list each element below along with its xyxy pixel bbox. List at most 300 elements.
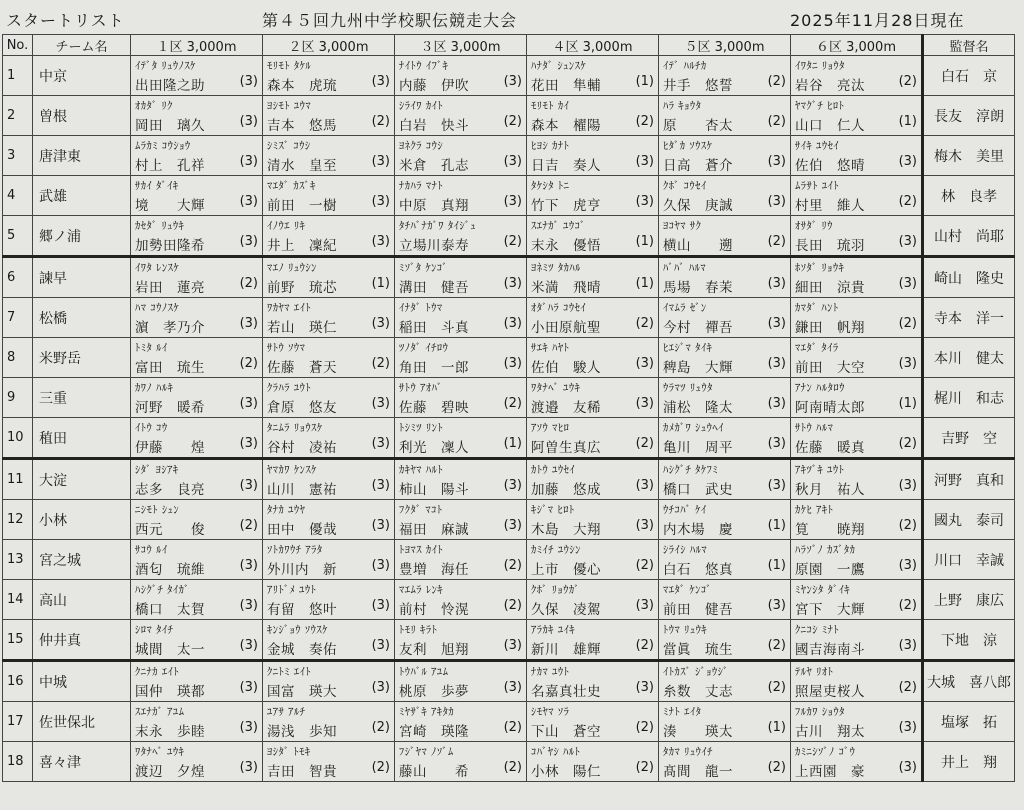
team-name: 大淀: [33, 459, 131, 500]
runner-kana: ﾄﾐﾀ ﾙｲ: [135, 342, 168, 354]
runner-kana: ﾀﾁﾊﾞﾅｶﾞﾜ ﾀｲｼﾞｭ: [399, 220, 477, 232]
runner-kana: ﾐﾔﾝｼﾀ ﾀﾞｲｷ: [795, 584, 851, 596]
runner-name: 富田 琉生: [135, 360, 205, 376]
col-header-leg-3: ３区 3,000m: [395, 35, 527, 56]
runner-grade: (1): [767, 558, 786, 573]
runner-cell: [263, 459, 395, 500]
runner-kana: ｻﾄｳ ｱｵﾊﾞ: [399, 382, 443, 394]
runner-name: 渡邉 友稀: [531, 400, 601, 416]
runner-cell: [263, 378, 395, 418]
runner-name: 村上 孔祥: [135, 158, 205, 174]
runner-kana: ﾑﾗｻﾄ ﾕｲﾄ: [795, 180, 840, 192]
runner-name: 山川 憲祐: [267, 482, 337, 498]
runner-kana: ﾕｱｻ ｱﾙﾁ: [267, 706, 306, 718]
runner-grade: (2): [767, 760, 786, 775]
runner-name: 亀川 周平: [663, 440, 733, 456]
runner-name: 當眞 琉生: [663, 642, 733, 658]
coach-name: 寺本 洋一: [923, 298, 1015, 338]
runner-grade: (1): [503, 436, 522, 451]
runner-grade: (2): [898, 598, 917, 613]
runner-grade: (1): [635, 74, 654, 89]
runner-grade: (3): [898, 760, 917, 775]
runner-kana: ﾖｼﾀﾞ ﾄﾓｷ: [267, 746, 311, 758]
runner-kana: ｻｺｳ ﾙｲ: [135, 544, 168, 556]
runner-cell: [659, 56, 791, 96]
runner-kana: ﾀﾅｶ ﾕｳﾔ: [267, 504, 306, 516]
runner-grade: (3): [635, 154, 654, 169]
runner-kana: ﾏｴﾉ ﾘｭｳｼﾝ: [267, 262, 317, 274]
runner-kana: ｼﾓﾔﾏ ｿﾗ: [531, 706, 570, 718]
runner-kana: ﾋｴｼﾞﾏ ﾀｲｷ: [663, 342, 713, 354]
runner-cell: [659, 298, 791, 338]
runner-grade: (1): [767, 720, 786, 735]
runner-name: 小林 陽仁: [531, 764, 601, 780]
runner-kana: ｼﾛﾏ ﾀｲﾁ: [135, 624, 174, 636]
runner-name: 佐伯 悠晴: [795, 158, 865, 174]
runner-name: 溝田 健吾: [399, 280, 469, 296]
runner-kana: ｶﾒｶﾞﾜ ｼｭｳﾍｲ: [663, 422, 724, 434]
runner-grade: (3): [239, 316, 258, 331]
runner-cell: [131, 378, 263, 418]
table-row: [3, 661, 1015, 702]
runner-cell: [131, 500, 263, 540]
runner-cell: [527, 580, 659, 620]
col-header-coach: 監督名: [923, 35, 1015, 56]
runner-name: 竹下 虎亨: [531, 198, 601, 214]
table-row: [3, 338, 1015, 378]
runner-kana: ﾏｴﾀﾞ ｹﾝｺﾞ: [663, 584, 712, 596]
runner-name: 志多 良亮: [135, 482, 205, 498]
runner-cell: [791, 661, 923, 702]
runner-cell: [659, 742, 791, 782]
runner-cell: [131, 298, 263, 338]
coach-name: 白石 京: [923, 56, 1015, 96]
runner-grade: (3): [503, 638, 522, 653]
team-name: 唐津東: [33, 136, 131, 176]
runner-grade: (3): [371, 154, 390, 169]
runner-cell: [263, 661, 395, 702]
runner-cell: [131, 216, 263, 257]
runner-name: 國吉海南斗: [795, 642, 865, 658]
runner-grade: (3): [503, 154, 522, 169]
runner-name: 浦松 隆太: [663, 400, 733, 416]
runner-kana: ﾊﾗｿﾞﾉ ｶｽﾞﾀｶ: [795, 544, 856, 556]
runner-name: 上西園 豪: [795, 764, 865, 780]
runner-cell: [395, 378, 527, 418]
coach-name: 梅木 美里: [923, 136, 1015, 176]
runner-kana: ｵﾀﾞﾊﾗ ｺｳｾｲ: [531, 302, 587, 314]
table-row: [3, 459, 1015, 500]
runner-cell: [263, 96, 395, 136]
runner-name: 髙間 龍一: [663, 764, 733, 780]
runner-kana: ｱﾘﾄﾞﾒ ﾕｳﾄ: [267, 584, 317, 596]
team-name: 米野岳: [33, 338, 131, 378]
team-name: 松橋: [33, 298, 131, 338]
runner-grade: (3): [635, 680, 654, 695]
runner-kana: ｶﾜﾉ ﾊﾙｷ: [135, 382, 174, 394]
runner-kana: ｺﾊﾞﾔｼ ﾊﾙﾄ: [531, 746, 581, 758]
runner-kana: ﾌﾙｶﾜ ｼｮｳﾀ: [795, 706, 845, 718]
runner-name: 濵 孝乃介: [135, 320, 205, 336]
runner-name: 末永 歩睦: [135, 724, 205, 740]
runner-cell: [791, 298, 923, 338]
runner-cell: [263, 620, 395, 661]
runner-name: 森本 虎琉: [267, 78, 337, 94]
runner-kana: ｲﾃﾞ ﾊﾙﾁｶ: [663, 60, 707, 72]
runner-kana: ｳﾗﾏﾂ ﾘｭｳﾀ: [663, 382, 713, 394]
coach-name: 塩塚 拓: [923, 702, 1015, 742]
runner-grade: (3): [767, 356, 786, 371]
runner-cell: [131, 540, 263, 580]
runner-grade: (1): [898, 114, 917, 129]
runner-grade: (3): [239, 760, 258, 775]
runner-kana: ﾌｸﾀﾞ ﾏｺﾄ: [399, 504, 443, 516]
runner-cell: [659, 418, 791, 459]
row-number: 18: [3, 742, 33, 782]
runner-grade: (3): [898, 154, 917, 169]
runner-kana: ﾜｶﾔﾏ ｴｲﾄ: [267, 302, 312, 314]
runner-name: 森本 櫂陽: [531, 118, 601, 134]
runner-grade: (3): [503, 74, 522, 89]
runner-kana: ｲﾜﾀ ﾚﾝｽｹ: [135, 262, 180, 274]
runner-cell: [527, 338, 659, 378]
runner-grade: (2): [898, 194, 917, 209]
team-name: 小林: [33, 500, 131, 540]
runner-cell: [791, 418, 923, 459]
runner-kana: ﾑﾗｶﾐ ｺｳｼｮｳ: [135, 140, 191, 152]
runner-cell: [527, 742, 659, 782]
coach-name: 梶川 和志: [923, 378, 1015, 418]
runner-grade: (3): [239, 720, 258, 735]
runner-kana: ｸﾗﾊﾗ ﾕｳﾄ: [267, 382, 312, 394]
runner-grade: (3): [371, 436, 390, 451]
runner-cell: [395, 257, 527, 298]
runner-cell: [395, 216, 527, 257]
runner-cell: [791, 56, 923, 96]
runner-grade: (3): [503, 194, 522, 209]
row-number: 2: [3, 96, 33, 136]
runner-name: 加勢田隆希: [135, 238, 205, 254]
runner-cell: [131, 257, 263, 298]
runner-kana: ｻﾄｳ ﾊﾙﾏ: [795, 422, 834, 434]
runner-kana: ｱｿｳ ﾏﾋﾛ: [531, 422, 570, 434]
runner-cell: [527, 257, 659, 298]
runner-cell: [659, 702, 791, 742]
runner-cell: [527, 620, 659, 661]
row-number: 9: [3, 378, 33, 418]
runner-cell: [527, 459, 659, 500]
runner-grade: (2): [503, 760, 522, 775]
runner-grade: (3): [371, 478, 390, 493]
table-row: [3, 378, 1015, 418]
runner-grade: (3): [371, 518, 390, 533]
runner-cell: [395, 56, 527, 96]
runner-kana: ﾊﾅﾀﾞ ｼｭﾝｽｹ: [531, 60, 587, 72]
runner-grade: (3): [635, 518, 654, 533]
runner-grade: (2): [371, 760, 390, 775]
runner-kana: ﾓﾘﾓﾄ ﾀｹﾙ: [267, 60, 312, 72]
table-row: [3, 56, 1015, 96]
runner-grade: (3): [239, 74, 258, 89]
runner-name: 岩田 蓮亮: [135, 280, 205, 296]
table-row: [3, 702, 1015, 742]
runner-grade: (3): [767, 396, 786, 411]
runner-name: 吉田 智貴: [267, 764, 337, 780]
runner-kana: ｼﾀﾞ ﾖｼｱｷ: [135, 464, 179, 476]
runner-cell: [131, 742, 263, 782]
runner-name: 前田 一樹: [267, 198, 337, 214]
runner-name: 横山 遡: [663, 238, 733, 254]
runner-grade: (2): [898, 436, 917, 451]
coach-name: 崎山 隆史: [923, 257, 1015, 298]
runner-kana: ｲﾉｳｴ ﾘｷ: [267, 220, 306, 232]
table-row: [3, 540, 1015, 580]
runner-grade: (3): [371, 396, 390, 411]
runner-cell: [263, 136, 395, 176]
runner-grade: (3): [635, 478, 654, 493]
runner-grade: (3): [371, 74, 390, 89]
runner-cell: [791, 96, 923, 136]
runner-name: 照屋吏桜人: [795, 684, 865, 700]
runner-cell: [395, 176, 527, 216]
runner-cell: [131, 338, 263, 378]
runner-cell: [527, 702, 659, 742]
coach-name: 下地 涼: [923, 620, 1015, 661]
runner-name: 有留 悠叶: [267, 602, 337, 618]
runner-kana: ﾏｴﾀﾞ ｶｽﾞｷ: [267, 180, 316, 192]
runner-name: 宮下 大輝: [795, 602, 865, 618]
col-header-leg-4: ４区 3,000m: [527, 35, 659, 56]
runner-cell: [527, 56, 659, 96]
runner-grade: (2): [371, 720, 390, 735]
runner-grade: (2): [239, 518, 258, 533]
runner-kana: ﾅｲﾄｳ ｲﾌﾞｷ: [399, 60, 449, 72]
runner-cell: [263, 540, 395, 580]
runner-name: 田中 優哉: [267, 522, 337, 538]
coach-name: 大城 喜八郎: [923, 661, 1015, 702]
document-date: 2025年11月28日現在: [790, 11, 965, 30]
runner-name: 内藤 伊吹: [399, 78, 469, 94]
runner-grade: (3): [898, 638, 917, 653]
runner-name: 糸数 丈志: [663, 684, 733, 700]
row-number: 17: [3, 702, 33, 742]
runner-grade: (3): [239, 558, 258, 573]
runner-kana: ﾔﾏｸﾞﾁ ﾋﾛﾄ: [795, 100, 845, 112]
runner-cell: [395, 620, 527, 661]
runner-grade: (2): [898, 74, 917, 89]
runner-cell: [263, 176, 395, 216]
runner-grade: (3): [767, 276, 786, 291]
runner-name: 古川 翔太: [795, 724, 865, 740]
runner-grade: (2): [503, 598, 522, 613]
runner-grade: (3): [239, 396, 258, 411]
runner-grade: (2): [635, 638, 654, 653]
runner-grade: (2): [503, 558, 522, 573]
runner-grade: (2): [503, 720, 522, 735]
runner-kana: ｱｷﾂﾞｷ ﾕｳﾄ: [795, 464, 845, 476]
runner-kana: ﾆｼﾓﾄ ｼｭﾝ: [135, 504, 180, 516]
runner-grade: (2): [767, 74, 786, 89]
runner-cell: [791, 580, 923, 620]
coach-name: 本川 健太: [923, 338, 1015, 378]
runner-kana: ｲﾄｳ ｺｳ: [135, 422, 168, 434]
runner-grade: (2): [898, 680, 917, 695]
team-name: 三重: [33, 378, 131, 418]
runner-kana: ﾃﾙﾔ ﾘｵﾄ: [795, 666, 834, 678]
runner-name: 小田原航聖: [531, 320, 601, 336]
coach-name: 井上 翔: [923, 742, 1015, 782]
runner-grade: (3): [371, 680, 390, 695]
runner-grade: (2): [635, 760, 654, 775]
table-row: [3, 500, 1015, 540]
table-row: [3, 216, 1015, 257]
team-name: 宮之城: [33, 540, 131, 580]
runner-name: 秋月 祐人: [795, 482, 865, 498]
runner-grade: (3): [898, 478, 917, 493]
runner-name: 河野 暖希: [135, 400, 205, 416]
runner-name: 城間 太一: [135, 642, 205, 658]
runner-grade: (3): [767, 478, 786, 493]
runner-kana: ｻｴｷ ﾊﾔﾄ: [531, 342, 570, 354]
runner-cell: [659, 580, 791, 620]
runner-grade: (3): [239, 598, 258, 613]
coach-name: 河野 真和: [923, 459, 1015, 500]
runner-cell: [659, 257, 791, 298]
runner-name: 渡辺 夕煌: [135, 764, 205, 780]
runner-name: 久保 凌駕: [531, 602, 601, 618]
runner-name: 藤山 希: [399, 764, 469, 780]
runner-grade: (3): [767, 154, 786, 169]
runner-name: 前野 琉芯: [267, 280, 337, 296]
runner-name: 佐伯 駿人: [531, 360, 601, 376]
runner-cell: [131, 459, 263, 500]
coach-name: 上野 康広: [923, 580, 1015, 620]
runner-cell: [395, 661, 527, 702]
table-row: [3, 580, 1015, 620]
runner-name: 橋口 太賀: [135, 602, 205, 618]
runner-grade: (3): [898, 558, 917, 573]
runner-cell: [527, 216, 659, 257]
runner-cell: [659, 500, 791, 540]
team-name: 諫早: [33, 257, 131, 298]
runner-kana: ﾓﾘﾓﾄ ｶｲ: [531, 100, 570, 112]
runner-name: 境 大輝: [135, 198, 205, 214]
runner-cell: [131, 702, 263, 742]
runner-kana: ﾄｳﾊﾞﾙ ｱﾕﾑ: [399, 666, 449, 678]
runner-cell: [395, 500, 527, 540]
runner-name: 細田 涼貴: [795, 280, 865, 296]
runner-cell: [791, 500, 923, 540]
runner-grade: (3): [239, 194, 258, 209]
runner-cell: [395, 702, 527, 742]
runner-kana: ｼﾗｲｼ ﾊﾙﾏ: [663, 544, 708, 556]
runner-name: 原 杏太: [663, 118, 733, 134]
runner-cell: [659, 378, 791, 418]
runner-cell: [659, 338, 791, 378]
runner-grade: (2): [635, 114, 654, 129]
row-number: 1: [3, 56, 33, 96]
runner-kana: ﾎｿﾀﾞ ﾘｮｳｷ: [795, 262, 845, 274]
team-name: 佐世保北: [33, 702, 131, 742]
team-name: 仲井真: [33, 620, 131, 661]
runner-name: 出田隆之助: [135, 78, 205, 94]
runner-cell: [395, 742, 527, 782]
runner-cell: [263, 298, 395, 338]
runner-kana: ﾋﾖｼ ｶﾅﾄ: [531, 140, 570, 152]
runner-kana: ﾏｴﾑﾗ ﾚﾝｷ: [399, 584, 444, 596]
table-row: [3, 418, 1015, 459]
runner-name: 岡田 璃久: [135, 118, 205, 134]
runner-grade: (2): [767, 680, 786, 695]
runner-grade: (2): [767, 234, 786, 249]
runner-name: 木島 大翔: [531, 522, 601, 538]
runner-grade: (2): [635, 316, 654, 331]
runner-grade: (3): [371, 598, 390, 613]
runner-cell: [131, 620, 263, 661]
runner-cell: [791, 136, 923, 176]
runner-grade: (1): [635, 234, 654, 249]
start-list-table: [2, 34, 1015, 782]
runner-name: 福田 麻誠: [399, 522, 469, 538]
runner-name: 友利 旭翔: [399, 642, 469, 658]
runner-kana: ﾜﾀﾅﾍﾞ ﾕｳｷ: [531, 382, 581, 394]
runner-kana: ｶﾐｲﾁ ﾕｳｼﾝ: [531, 544, 581, 556]
runner-cell: [131, 176, 263, 216]
runner-kana: ﾔﾏｶﾜ ｹﾝｽｹ: [267, 464, 317, 476]
row-number: 8: [3, 338, 33, 378]
runner-cell: [527, 378, 659, 418]
runner-grade: (3): [635, 396, 654, 411]
runner-grade: (2): [239, 276, 258, 291]
runner-name: 前田 大空: [795, 360, 865, 376]
runner-kana: ｼﾗｲﾜ ｶｲﾄ: [399, 100, 444, 112]
runner-kana: ﾀｶﾏ ﾘｭｳｲﾁ: [663, 746, 713, 758]
runner-kana: ﾄﾖﾏｽ ｶｲﾄ: [399, 544, 444, 556]
runner-kana: ﾄﾓﾘ ｷﾗﾄ: [399, 624, 438, 636]
runner-kana: ｲﾅﾀﾞ ﾄｳﾏ: [399, 302, 443, 314]
runner-name: 米倉 孔志: [399, 158, 469, 174]
runner-grade: (3): [767, 194, 786, 209]
runner-cell: [791, 338, 923, 378]
runner-grade: (3): [239, 234, 258, 249]
runner-cell: [131, 418, 263, 459]
runner-kana: ｷﾝｼﾞｮｳ ｿｳｽｹ: [267, 624, 328, 636]
runner-cell: [659, 620, 791, 661]
runner-cell: [527, 418, 659, 459]
runner-grade: (2): [635, 720, 654, 735]
runner-kana: ﾐﾔｻﾞｷ ｱｷﾀｶ: [399, 706, 455, 718]
runner-name: 柿山 陽斗: [399, 482, 469, 498]
runner-kana: ｸﾆﾄﾐ ｴｲﾄ: [267, 666, 312, 678]
runner-name: 佐藤 蒼天: [267, 360, 337, 376]
runner-cell: [791, 540, 923, 580]
runner-grade: (1): [371, 276, 390, 291]
runner-grade: (3): [239, 114, 258, 129]
runner-cell: [131, 56, 263, 96]
runner-name: 吉本 悠馬: [267, 118, 337, 134]
col-header-leg-6: ６区 3,000m: [791, 35, 923, 56]
runner-kana: ｶﾄｳ ﾕｳｾｲ: [531, 464, 576, 476]
runner-name: 岩谷 亮汰: [795, 78, 865, 94]
runner-kana: ｶﾐﾆｼｿﾞﾉ ｺﾞｳ: [795, 746, 856, 758]
runner-cell: [131, 661, 263, 702]
runner-name: 若山 瑛仁: [267, 320, 337, 336]
runner-cell: [263, 257, 395, 298]
runner-name: 上市 優心: [531, 562, 601, 578]
runner-cell: [131, 136, 263, 176]
runner-grade: (2): [898, 518, 917, 533]
runner-grade: (2): [767, 114, 786, 129]
